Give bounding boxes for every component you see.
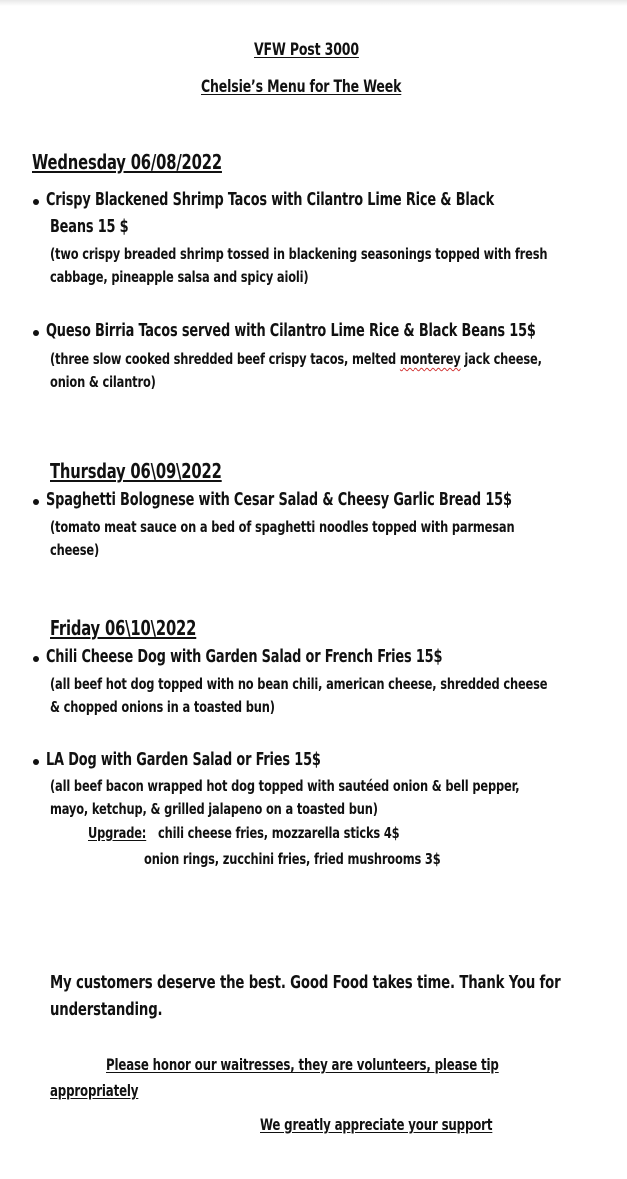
item-desc-birria-tacos-cont: onion & cilantro) — [50, 373, 156, 391]
upgrade-label: Upgrade: — [88, 824, 147, 842]
item-desc-la-dog-cont: mayo, ketchup, & grilled jalapeno on a toasted bun) — [50, 800, 378, 818]
item-title-spaghetti: Spaghetti Bolognese with Cesar Salad & Cheesy Garlic Bread 15$ — [46, 490, 512, 510]
item-title-la-dog: LA Dog with Garden Salad or Fries 15$ — [46, 750, 321, 770]
bullet-icon — [33, 199, 39, 205]
upgrade-line-2: onion rings, zucchini fries, fried mushrooms 3$ — [144, 850, 441, 868]
bullet-icon — [33, 759, 39, 765]
bullet-icon — [33, 656, 39, 662]
desc-text: jack cheese, — [460, 350, 542, 368]
item-desc-shrimp-tacos-cont: cabbage, pineapple salsa and spicy aioli) — [50, 268, 309, 286]
item-desc-la-dog: (all beef bacon wrapped hot dog topped with sautéed onion & bell pepper, — [50, 777, 520, 795]
day-heading-wednesday: Wednesday 06/08/2022 — [32, 150, 222, 174]
item-title-chili-dog: Chili Cheese Dog with Garden Salad or French Fries 15$ — [46, 647, 443, 667]
item-desc-shrimp-tacos: (two crispy breaded shrimp tossed in blackening seasonings topped with fresh — [50, 245, 548, 263]
desc-text: (three slow cooked shredded beef crispy tacos, melted — [50, 350, 400, 368]
item-desc-birria-tacos — [50, 350, 542, 368]
menu-title: Chelsie’s Menu for The Week — [201, 77, 402, 97]
item-title-shrimp-tacos-cont: Beans 15 $ — [50, 217, 129, 237]
bullet-icon — [33, 499, 39, 505]
customer-note: My customers deserve the best. Good Food takes time. Thank You for — [50, 972, 561, 993]
item-desc-chili-dog: (all beef hot dog topped with no bean chili, american cheese, shredded cheese — [50, 675, 548, 693]
top-edge-shadow — [0, 0, 627, 6]
tip-note-cont: appropriately — [50, 1081, 139, 1100]
spellcheck-word: monterey — [399, 350, 461, 368]
item-desc-chili-dog-cont: & chopped onions in a toasted bun) — [50, 698, 275, 716]
day-heading-thursday: Thursday 06\09\2022 — [50, 459, 222, 483]
item-desc-spaghetti: (tomato meat sauce on a bed of spaghetti noodles topped with parmesan — [50, 518, 515, 536]
day-heading-friday: Friday 06\10\2022 — [50, 616, 197, 640]
item-title-birria-tacos: Queso Birria Tacos served with Cilantro Lime Rice & Black Beans 15$ — [46, 321, 536, 341]
tip-note: Please honor our waitresses, they are volunteers, please tip — [106, 1055, 499, 1074]
upgrade-line-1: chili cheese fries, mozzarella sticks 4$ — [158, 824, 400, 842]
customer-note-cont: understanding. — [50, 999, 163, 1020]
item-desc-spaghetti-cont: cheese) — [50, 541, 100, 559]
item-title-shrimp-tacos: Crispy Blackened Shrimp Tacos with Cilantro Lime Rice & Black — [46, 190, 495, 210]
post-title: VFW Post 3000 — [254, 40, 359, 60]
bullet-icon — [33, 330, 39, 336]
support-note: We greatly appreciate your support — [260, 1115, 493, 1134]
